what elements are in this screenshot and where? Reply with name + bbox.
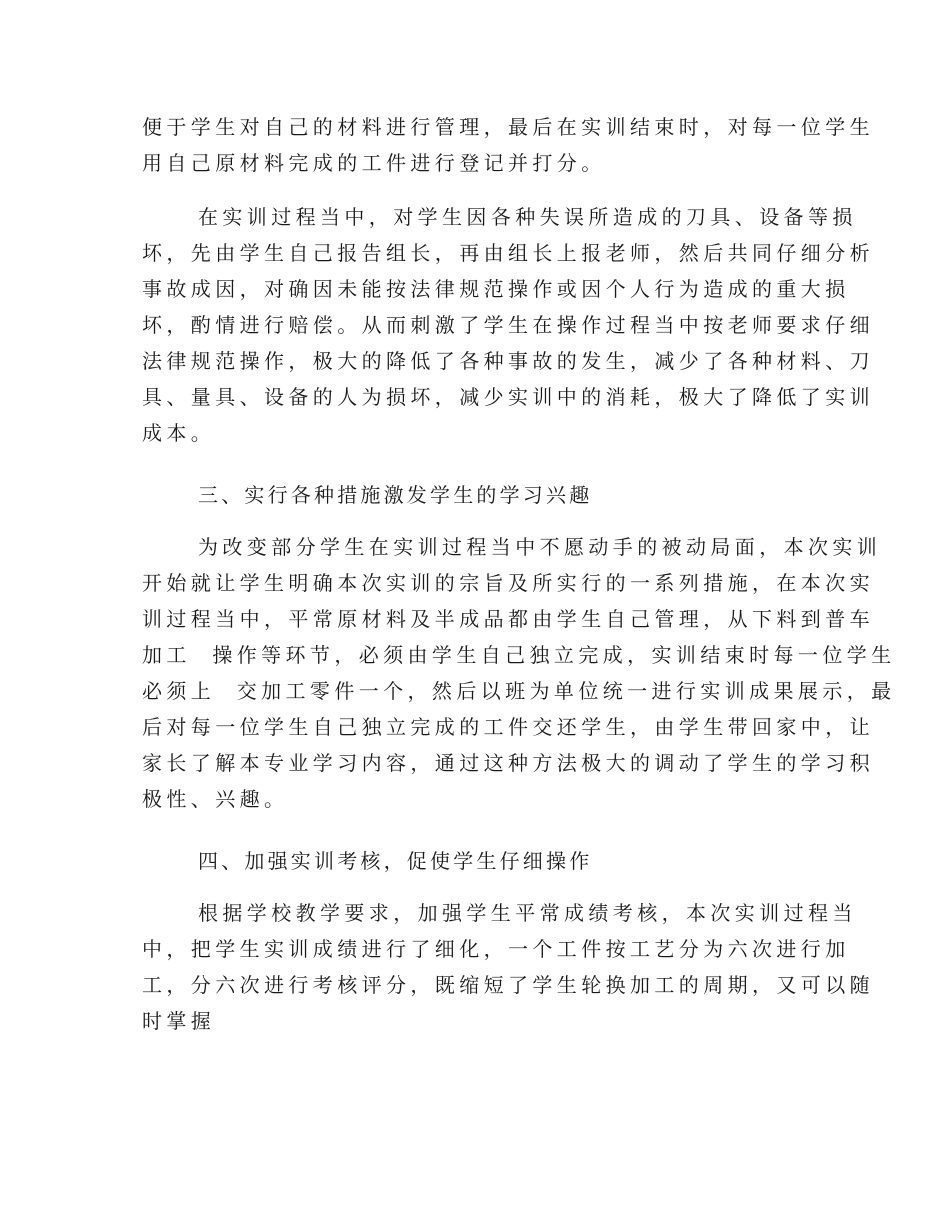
text-line: 坏，酌情进行赔偿。从而刺激了学生在操作过程当中按老师要求仔细 xyxy=(142,313,874,337)
text-line: 具、量具、设备的人为损坏，减少实训中的消耗，极大了降低了实训 xyxy=(142,385,874,409)
text-line: 工，分六次进行考核评分，既缩短了学生轮换加工的周期，又可以随 xyxy=(142,973,874,997)
text-line: 坏，先由学生自己报告组长，再由组长上报老师，然后共同仔细分析 xyxy=(142,241,874,265)
text-line: 根据学校教学要求，加强学生平常成绩考核，本次实训过程当 xyxy=(198,901,857,925)
text-line: 用自己原材料完成的工件进行登记并打分。 xyxy=(142,151,606,175)
text-line: 时掌握 xyxy=(142,1009,216,1033)
text-line: 极性、兴趣。 xyxy=(142,787,289,811)
text-line: 开始就让学生明确本次实训的宗旨及所实行的一系列措施，在本次实 xyxy=(142,571,874,595)
text-line: 中，把学生实训成绩进行了细化，一个工件按工艺分为六次进行加 xyxy=(142,937,850,961)
text-line: 后对每一位学生自己独立完成的工件交还学生，由学生带回家中，让 xyxy=(142,715,874,739)
text-line: 加工 操作等环节，必须由学生自己独立完成，实训结束时每一位学生 xyxy=(142,643,896,667)
text-line: 法律规范操作，极大的降低了各种事故的发生，减少了各种材料、刀 xyxy=(142,349,874,373)
text-line: 事故成因，对确因未能按法律规范操作或因个人行为造成的重大损 xyxy=(142,277,850,301)
text-line: 便于学生对自己的材料进行管理，最后在实训结束时，对每一位学生 xyxy=(142,115,874,139)
text-line: 家长了解本专业学习内容，通过这种方法极大的调动了学生的学习积 xyxy=(142,751,874,775)
text-line: 为改变部分学生在实训过程当中不愿动手的被动局面，本次实训 xyxy=(198,535,882,559)
text-line: 在实训过程当中，对学生因各种失误所造成的刀具、设备等损 xyxy=(198,205,857,229)
text-line: 训过程当中，平常原材料及半成品都由学生自己管理，从下料到普车 xyxy=(142,607,874,631)
heading-text: 三、实行各种措施激发学生的学习兴趣 xyxy=(198,483,593,507)
text-line: 必须上 交加工零件一个，然后以班为单位统一进行实训成果展示，最 xyxy=(142,679,896,703)
heading-text: 四、加强实训考核，促使学生仔细操作 xyxy=(198,849,593,873)
text-line: 成本。 xyxy=(142,421,216,445)
